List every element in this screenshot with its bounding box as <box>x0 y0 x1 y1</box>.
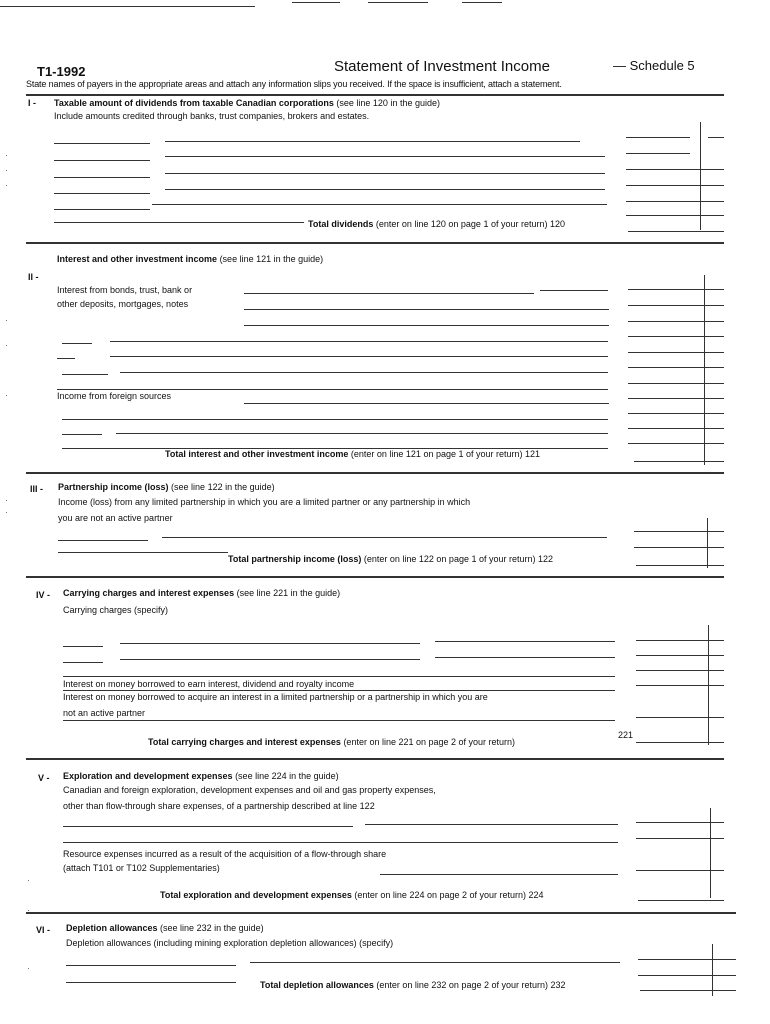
section-4-sub3-line1: Interest on money borrowed to acquire an interest in a limited partnership or a partnership in which you are <box>63 692 488 702</box>
section-6-total-amount-line[interactable] <box>640 990 736 991</box>
section-4-heading: Carrying charges and interest expenses <box>63 588 235 598</box>
section-3-total-label: Total partnership income (loss) <box>228 554 362 564</box>
payer-line[interactable] <box>66 982 236 983</box>
section-3-total-row <box>228 554 553 564</box>
scan-edge-line <box>292 2 340 3</box>
payer-line[interactable] <box>63 826 353 827</box>
section-6-total-label: Total depletion allowances <box>260 980 374 990</box>
section-3-heading-row <box>58 482 275 492</box>
section-2-total-amount-line[interactable] <box>634 461 724 462</box>
amount-line[interactable] <box>628 443 724 444</box>
payer-line[interactable] <box>63 842 618 843</box>
section-5-total-label: Total exploration and development expenses <box>160 890 352 900</box>
section-5-total-note: (enter on line 224 on page 2 of your return) <box>354 890 527 900</box>
section-2-total-label: Total interest and other investment income <box>165 449 349 459</box>
payer-line[interactable] <box>244 403 609 404</box>
section-5-sub2-line2: (attach T101 or T102 Supplementaries) <box>63 863 220 873</box>
form-id: T1-1992 <box>37 64 86 79</box>
amount-line[interactable] <box>626 169 724 170</box>
margin-dot <box>6 320 7 321</box>
payer-line[interactable] <box>62 374 108 375</box>
amount-line[interactable] <box>628 413 724 414</box>
payer-line[interactable] <box>63 690 615 691</box>
section-6-total-row <box>260 980 566 990</box>
payer-line[interactable] <box>63 646 103 647</box>
cents-divider <box>700 122 701 230</box>
scan-edge-line <box>462 2 502 3</box>
amount-line[interactable] <box>628 305 724 306</box>
section-divider <box>26 242 724 244</box>
margin-dot <box>28 910 29 911</box>
amount-line[interactable] <box>634 547 724 548</box>
section-4-total-row <box>148 737 515 747</box>
payer-line[interactable] <box>244 325 609 326</box>
payer-line[interactable] <box>152 204 607 205</box>
amount-line[interactable] <box>628 289 724 290</box>
section-2-numeral: II - <box>28 272 39 282</box>
section-1-total-row <box>308 219 565 229</box>
payer-line[interactable] <box>435 641 615 642</box>
section-2-heading-row <box>57 254 323 264</box>
amount-line[interactable] <box>636 685 724 686</box>
margin-dot <box>6 170 7 171</box>
amount-line[interactable] <box>628 336 724 337</box>
payer-line[interactable] <box>120 659 420 660</box>
cents-divider <box>704 275 705 465</box>
payer-line[interactable] <box>57 358 75 359</box>
payer-line[interactable] <box>165 141 580 142</box>
section-3-total-note: (enter on line 122 on page 1 of your return) <box>363 554 536 564</box>
section-5-heading-row <box>63 771 339 781</box>
instructions-text: State names of payers in the appropriate areas and attach any information slips you received. If the space is insufficient, attach a statement. <box>26 79 562 89</box>
payer-line[interactable] <box>365 824 618 825</box>
payer-line[interactable] <box>62 434 102 435</box>
section-5-heading: Exploration and development expenses <box>63 771 233 781</box>
cents-divider <box>712 944 713 996</box>
page-title: Statement of Investment Income <box>334 58 550 75</box>
payer-line[interactable] <box>62 343 92 344</box>
section-1-heading: Taxable amount of dividends from taxable Canadian corporations <box>54 98 334 108</box>
section-1-total-note: (enter on line 120 on page 1 of your return) <box>375 219 548 229</box>
amount-line[interactable] <box>636 655 724 656</box>
payer-line[interactable] <box>110 356 608 357</box>
amount-line[interactable] <box>626 153 690 154</box>
section-1-heading-note: (see line 120 in the guide) <box>336 98 440 108</box>
scan-edge-line <box>368 2 428 3</box>
amount-line[interactable] <box>636 640 724 641</box>
payer-line[interactable] <box>116 433 608 434</box>
section-2-total-note: (enter on line 121 on page 1 of your return) <box>350 449 523 459</box>
section-divider <box>26 912 736 914</box>
payer-line[interactable] <box>54 160 150 161</box>
section-5-sub1-line2: other than flow-through share expenses, of a partnership described at line 122 <box>63 801 375 811</box>
payer-line[interactable] <box>58 540 148 541</box>
section-5-line-number: 224 <box>528 890 544 900</box>
cents-divider <box>710 808 711 898</box>
amount-line[interactable] <box>628 398 724 399</box>
margin-dot <box>6 155 7 156</box>
section-4-sub1: Carrying charges (specify) <box>63 605 169 615</box>
section-divider <box>26 576 724 578</box>
section-4-sub2: Interest on money borrowed to earn interest, dividend and royalty income <box>63 679 355 689</box>
amount-line[interactable] <box>628 352 724 353</box>
section-5-heading-note: (see line 224 in the guide) <box>235 771 339 781</box>
section-2-sub1-line1: Interest from bonds, trust, bank or <box>57 285 193 295</box>
payer-line[interactable] <box>120 643 420 644</box>
payer-line[interactable] <box>244 293 534 294</box>
payer-line[interactable] <box>54 143 150 144</box>
section-6-sub1: Depletion allowances (including mining exploration depletion allowances) (specify) <box>66 938 394 948</box>
schedule-label: — Schedule 5 <box>613 58 695 73</box>
payer-line[interactable] <box>63 676 615 677</box>
amount-line[interactable] <box>628 321 724 322</box>
section-3-numeral: III - <box>30 484 43 494</box>
section-3-line-number: 122 <box>538 554 554 564</box>
amount-line[interactable] <box>628 428 724 429</box>
amount-line[interactable] <box>634 531 724 532</box>
payer-line[interactable] <box>63 720 615 721</box>
section-4-heading-note: (see line 221 in the guide) <box>236 588 341 598</box>
payer-line[interactable] <box>120 372 608 373</box>
header-rule <box>26 94 724 96</box>
amount-line[interactable] <box>626 137 690 138</box>
margin-dot <box>6 512 7 513</box>
section-6-heading: Depletion allowances <box>66 923 158 933</box>
scan-edge-line <box>0 6 255 7</box>
payer-line[interactable] <box>165 156 605 157</box>
section-3-heading: Partnership income (loss) <box>58 482 169 492</box>
section-3-sub-line2: you are not an active partner <box>58 513 173 523</box>
section-1-total-amount-line[interactable] <box>628 231 724 232</box>
section-6-line-number: 232 <box>550 980 566 990</box>
payer-line[interactable] <box>57 389 608 390</box>
margin-dot <box>6 185 7 186</box>
payer-line[interactable] <box>58 552 228 553</box>
margin-dot <box>6 345 7 346</box>
amount-line[interactable] <box>628 383 724 384</box>
margin-dot <box>6 395 7 396</box>
cents-divider <box>707 518 708 568</box>
payer-line[interactable] <box>62 419 608 420</box>
section-4-total-label: Total carrying charges and interest expenses <box>148 737 341 747</box>
payer-line[interactable] <box>250 962 620 963</box>
section-1-heading-row <box>54 98 440 108</box>
payer-line[interactable] <box>54 177 150 178</box>
section-4-heading-row <box>63 588 340 598</box>
section-1-total-label: Total dividends <box>308 219 374 229</box>
section-5-total-amount-line[interactable] <box>638 900 724 901</box>
payer-line[interactable] <box>435 657 615 658</box>
section-1-line-number: 120 <box>550 219 566 229</box>
amount-line[interactable] <box>628 367 724 368</box>
section-2-heading-note: (see line 121 in the guide) <box>219 254 324 264</box>
margin-dot <box>6 500 7 501</box>
section-3-heading-note: (see line 122 in the guide) <box>171 482 275 492</box>
section-divider <box>26 472 724 474</box>
section-4-total-amount-line[interactable] <box>636 742 724 743</box>
section-6-heading-row <box>66 923 264 933</box>
section-4-total-note: (enter on line 221 on page 2 of your return) <box>343 737 516 747</box>
section-5-total-row <box>160 890 544 900</box>
amount-line[interactable] <box>638 975 736 976</box>
amount-line[interactable] <box>708 137 724 138</box>
section-1-subtext: Include amounts credited through banks, trust companies, brokers and estates. <box>54 111 370 121</box>
amount-line[interactable] <box>636 717 724 718</box>
payer-line[interactable] <box>63 662 103 663</box>
payer-line[interactable] <box>110 341 608 342</box>
amount-line[interactable] <box>636 670 724 671</box>
section-4-line-number: 221 <box>618 730 634 740</box>
section-2-total-row <box>165 449 540 459</box>
amount-line[interactable] <box>638 959 736 960</box>
section-2-sub2: Income from foreign sources <box>57 391 172 401</box>
section-2-sub1-line2: other deposits, mortgages, notes <box>57 299 189 309</box>
section-3-sub-line1: Income (loss) from any limited partnership in which you are a limited partner or any partnership in which <box>58 497 471 507</box>
section-6-total-note: (enter on line 232 on page 2 of your return) <box>376 980 548 990</box>
cents-divider <box>708 625 709 745</box>
section-5-numeral: V - <box>38 773 50 783</box>
payer-line[interactable] <box>540 290 608 291</box>
payer-line[interactable] <box>244 309 609 310</box>
section-6-heading-note: (see line 232 in the guide) <box>160 923 264 933</box>
section-2-heading: Interest and other investment income <box>57 254 218 264</box>
payer-line[interactable] <box>165 173 605 174</box>
section-4-sub3-line2: not an active partner <box>63 708 146 718</box>
amount-line[interactable] <box>626 201 724 202</box>
margin-dot <box>28 968 29 969</box>
section-6-numeral: VI - <box>36 925 51 935</box>
section-4-numeral: IV - <box>36 590 51 600</box>
payer-line[interactable] <box>66 965 236 966</box>
payer-line[interactable] <box>380 874 618 875</box>
amount-line[interactable] <box>626 215 724 216</box>
payer-line[interactable] <box>165 189 605 190</box>
section-1-numeral: I - <box>28 98 36 108</box>
payer-line[interactable] <box>54 209 150 210</box>
payer-line[interactable] <box>54 193 150 194</box>
payer-line[interactable] <box>162 537 607 538</box>
section-3-total-amount-line[interactable] <box>636 565 724 566</box>
section-divider <box>26 758 724 760</box>
section-5-sub2-line1: Resource expenses incurred as a result of the acquisition of a flow-through share <box>63 849 387 859</box>
section-2-line-number: 121 <box>525 449 541 459</box>
section-5-sub1-line1: Canadian and foreign exploration, development expenses and oil and gas property expenses, <box>63 785 436 795</box>
payer-line[interactable] <box>54 222 304 223</box>
amount-line[interactable] <box>626 185 724 186</box>
margin-dot <box>28 880 29 881</box>
